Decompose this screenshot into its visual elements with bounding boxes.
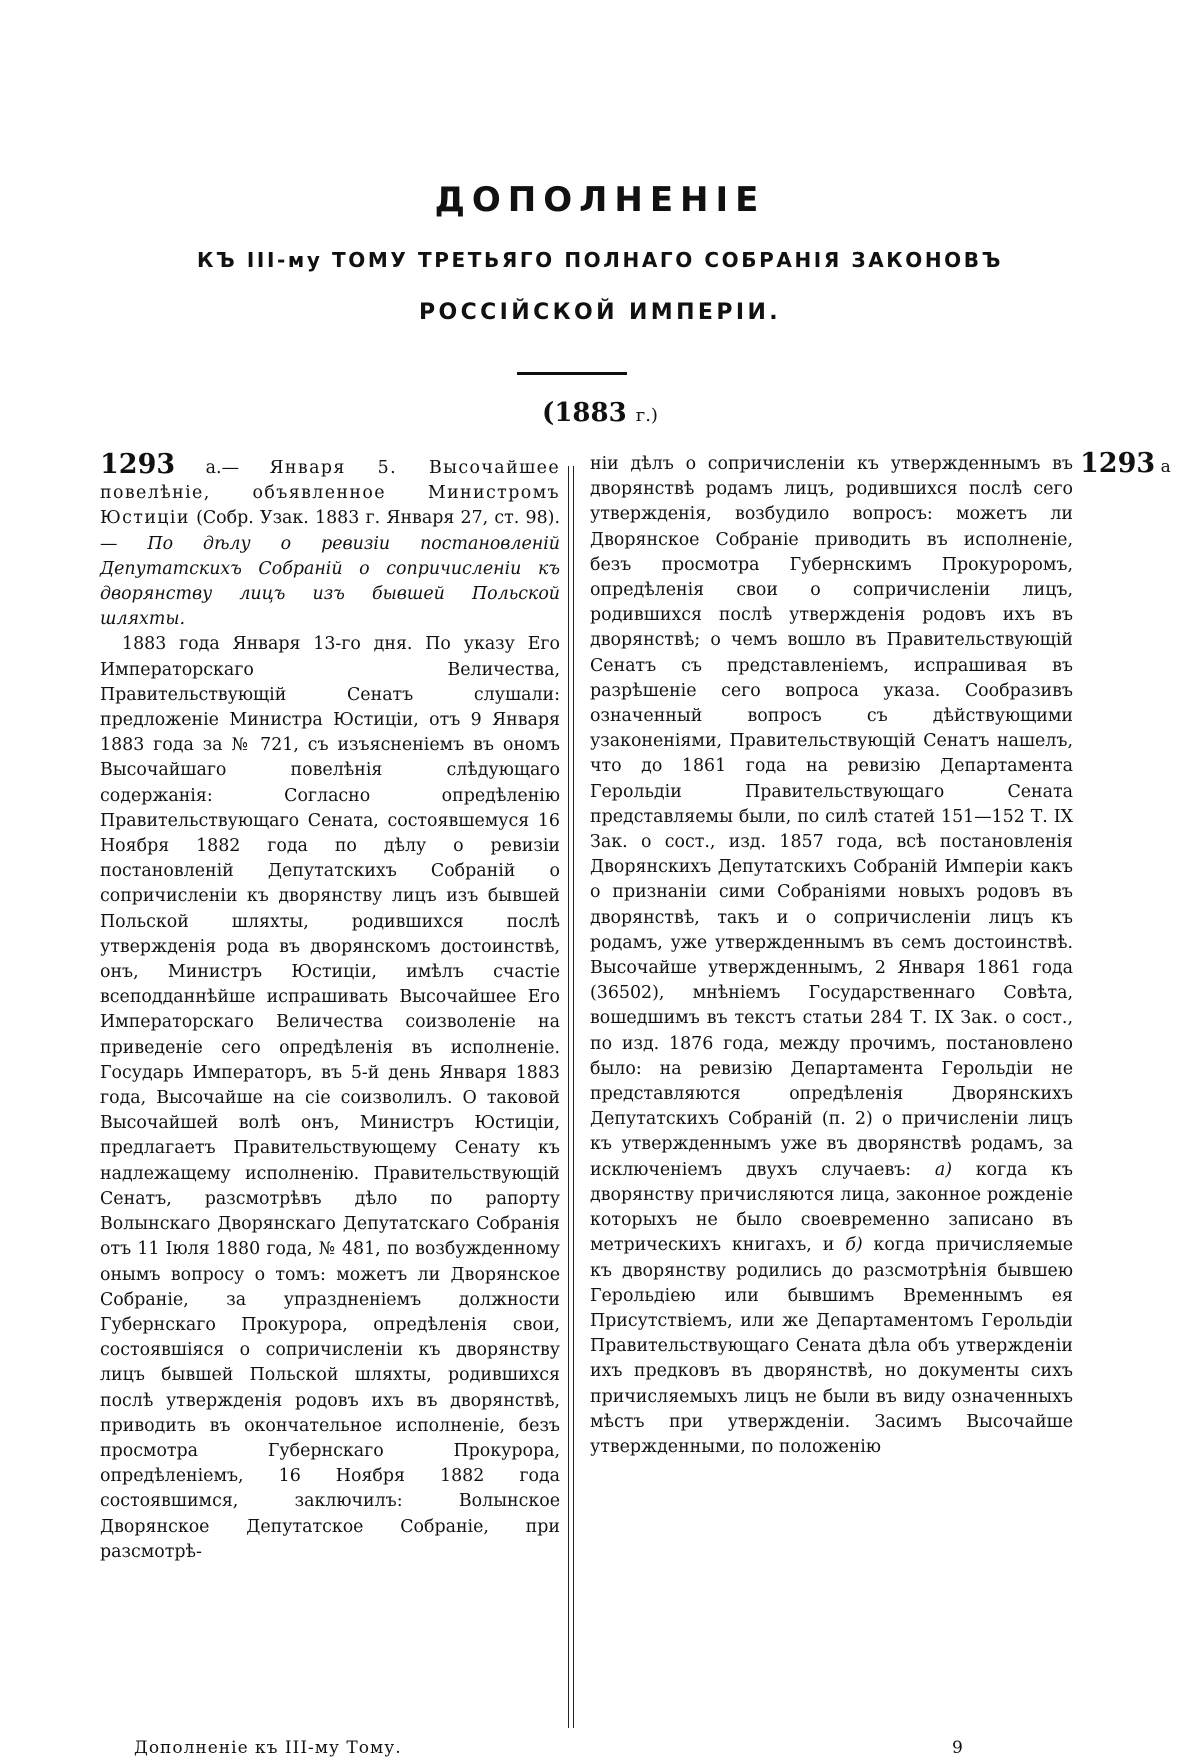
column-divider-left [568,466,569,1728]
year-heading: (1883 г.) [542,398,658,428]
right-text-c: когда причисляемые къ дворянству родились до разсмотрѣнія бывшею Герольдіею или бывшимъ Временнымъ ея Присутствіемъ, или же Департаментомъ Герольдіи Правительствующаго Сената дѣла объ утвержденіи ихъ предковъ въ дворянствѣ, но документы сихъ причисляемыхъ лицъ не были въ виду означенныхъ мѣстъ при утвержденіи. Засимъ Высочайше утвержденными, по положенію [590,1235,1074,1457]
running-footer: Дополненіе къ III-му Тому. [134,1738,402,1758]
title-rule [517,372,627,375]
entry-heading [100,449,561,632]
right-column [590,452,1073,1460]
right-text-b: когда къ дворянству причисляются лица, законное рожденіе которыхъ не было своевременно записано въ метрическихъ книгахъ, и [590,1159,1073,1256]
subtitle-line-2: РОССІЙСКОЙ ИМПЕРІИ. [418,300,782,325]
entry-heading-text: Января 5. Высочайшее повелѣніе, объявленное Министромъ Юстиціи [100,458,561,529]
right-marker-b: б) [845,1235,863,1256]
paragraph-1: 1883 года Января 13-го дня. По указу Его Императорскаго Величества, Правительствующій Сенатъ слушали: предложеніе Министра Юстиціи, отъ 9 Января 1883 года за № 721, съ изъясненіемъ въ ономъ Высочайшаго повелѣнія слѣдующаго содержанія: Согласно опредѣленію Правительствующаго Сената, состоявшемуся 16 Ноября 1882 года по дѣлу о ревизіи постановленій Депутатскихъ Собраній о сопричисленіи къ дворянству лицъ изъ бывшей Польской шляхты, родившихся послѣ утвержденія рода въ дворянскомъ достоинствѣ, онъ, Министръ Юстиціи, имѣлъ счастіе всеподданнѣйше испрашивать Высочайшее Его Императорскаго Величества соизволеніе на приведеніе сего опредѣленія въ исполненіе. Государь Императоръ, въ 5-й день Января 1883 года, Высочайше на сіе соизволилъ. О таковой Высочайшей волѣ онъ, Министръ Юстиціи, предлагаетъ Правительствующему Сенату къ надлежащему исполненію. Правительствующій Сенатъ, разсмотрѣвъ дѣло по рапорту Волынскаго Дворянскаго Депутатскаго Собранія отъ 11 Іюля 1880 года, № 481, по возбужденному онымъ вопросу о томъ: можетъ ли Дворянское Собраніе, за упраздненіемъ должности Губернскаго Прокурора, опредѣленія свои, состоявшіяся о сопричисленіи къ дворянству лицъ бывшей Польской шляхты, родившихся послѣ утвержденія родовъ ихъ въ дворянствѣ, приводить въ окончательное исполненіе, безъ просмотра Губернскаго Прокурора, опредѣленіемъ, 16 Ноября 1882 года состоявшимся, заключилъ: Волынское Дворянское Депутатское Собраніе, при разсмотрѣ- [100,634,560,1562]
right-marker-a: а) [934,1159,953,1180]
column-divider-right [573,466,574,1728]
margin-note [1080,448,1171,479]
right-text-a: ніи дѣлъ о сопричисленіи къ утвержденнымъ въ дворянствѣ родамъ лицъ, родившихся послѣ сего утвержденія, возбудило вопросъ: можетъ ли Дворянское Собраніе приводить въ исполненіе, безъ просмотра Губернскимъ Прокуроромъ, опредѣленія свои о сопричисленіи лицъ, родившихся послѣ утвержденія родовъ ихъ въ дворянствѣ; о чемъ вошло въ Правительствующій Сенатъ съ представленіемъ, испрашивая въ разрѣшеніе сего вопроса указа. Сообразивъ означенный вопросъ съ дѣйствующими узаконеніями, Правительствующій Сенатъ нашелъ, что до 1861 года на ревизію Департамента Герольдіи Правительствующаго Сената представляемы были, по силѣ статей 151—152 Т. IX Зак. о сост., изд. 1857 года, всѣ постановленія Дворянскихъ Депутатскихъ Собраній Имперіи какъ о признаніи сими Собраніями новыхъ родовъ въ дворянствѣ, такъ и о сопричисленіи лицъ къ родамъ, уже утвержденнымъ въ семъ достоинствѣ. Высочайше утвержденнымъ, 2 Января 1861 года (36502), мнѣніемъ Государственнаго Совѣта, вошедшимъ въ текстъ статьи 284 Т. IX Зак. о сост., по изд. 1876 года, между прочимъ, постановлено было: на ревизію Департамента Герольдіи не представляются опредѣленія Дворянскихъ Депутатскихъ Собраній (п. 2) о причисленіи лицъ къ утвержденнымъ уже въ дворянствѣ родамъ, за исключеніемъ двухъ случаевъ: [590,454,1073,1180]
entry-source: (Собр. Узак. 1883 г. Января 27, ст. 98).— [100,508,560,554]
entry-number: 1293 [100,449,176,480]
entry-suffix: а.— [205,458,239,478]
document-title: ДОПОЛНЕНІЕ [434,180,766,220]
subtitle-line-1: КЪ III-му ТОМУ ТРЕТЬЯГО ПОЛНАГО СОБРАНІЯ ЗАКОНОВЪ [196,248,1004,272]
margin-suffix: а [1160,457,1171,477]
right-paragraph [590,452,1073,1460]
year-suffix: г.) [635,405,658,426]
left-column [100,449,561,1565]
page-number: 9 [952,1738,963,1758]
margin-number: 1293 [1080,448,1156,479]
entry-summary: По дѣлу о ревизіи постановленій Депутатскихъ Собраній о сопричисленіи къ дворянству лицъ изъ бывшей Польской шляхты. [100,533,560,630]
year-value: 1883 [554,398,627,428]
